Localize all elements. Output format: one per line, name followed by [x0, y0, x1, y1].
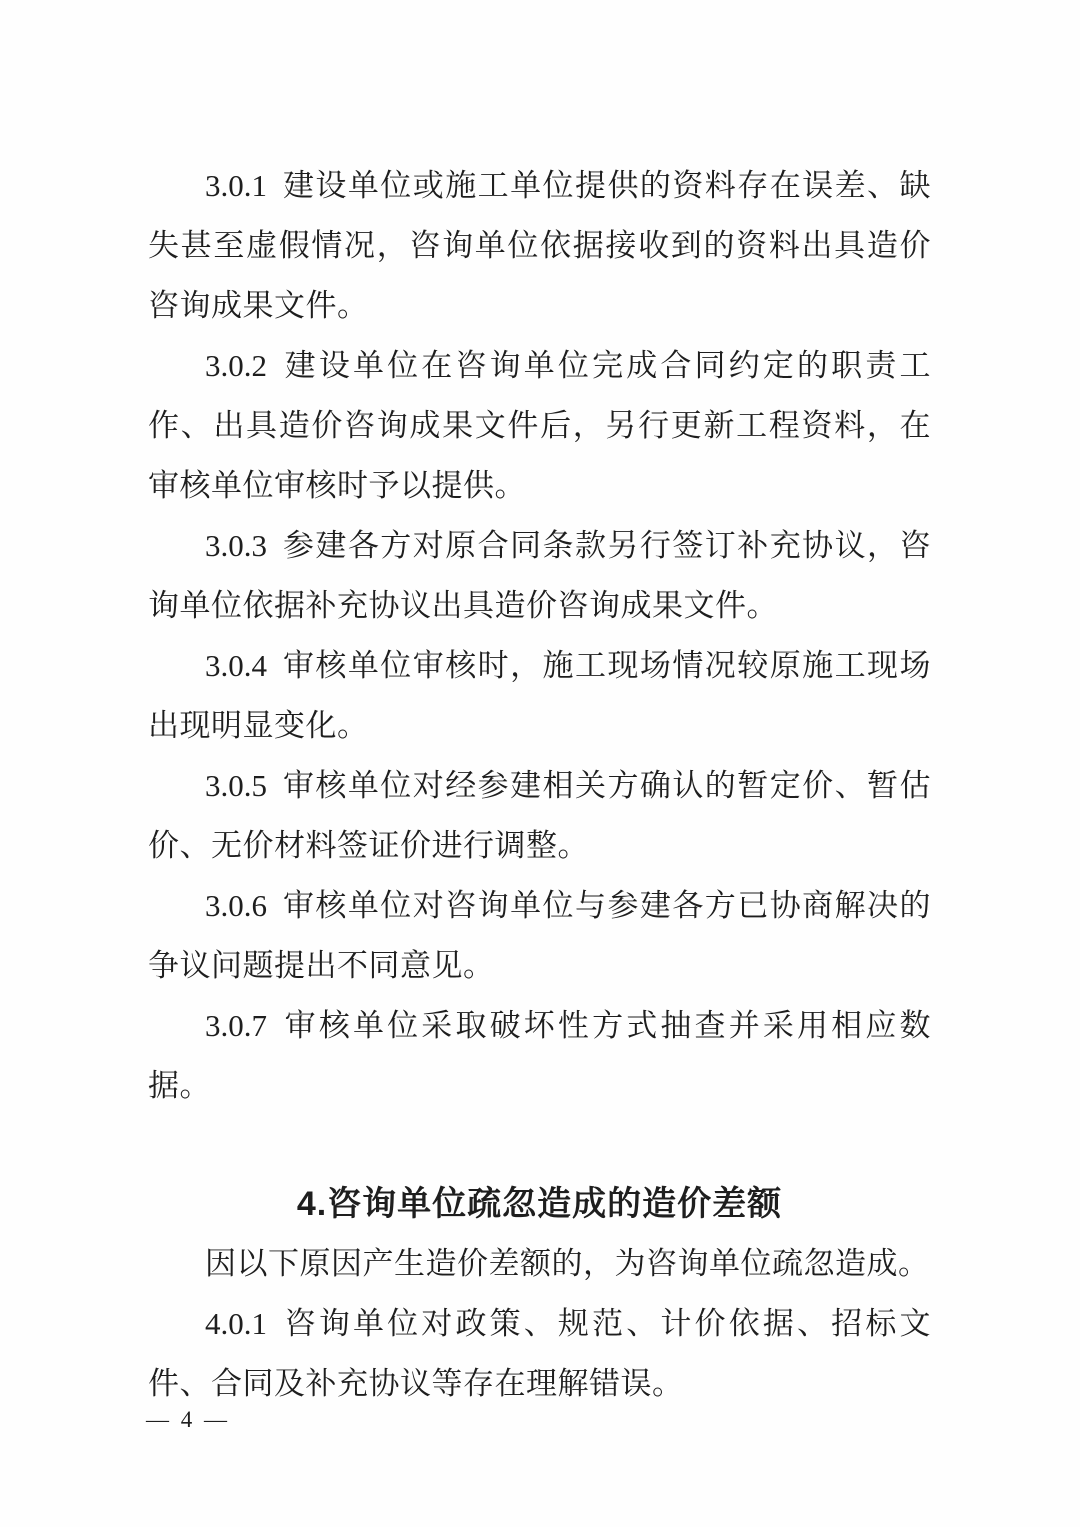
clause-text: 审核单位对咨询单位与参建各方已协商解决的争议问题提出不同意见。: [148, 888, 931, 983]
clause-text: 建设单位在咨询单位完成合同约定的职责工作、出具造价咨询成果文件后，另行更新工程资料，在审核单位审核时予以提供。: [148, 348, 931, 503]
clause-number: 4.0.1: [205, 1306, 267, 1341]
clause-3-0-1: [148, 156, 931, 336]
section-4-intro: 因以下原因产生造价差额的，为咨询单位疏忽造成。: [205, 1246, 930, 1281]
clause-4-0-1: [148, 1294, 931, 1414]
clause-3-0-2: [148, 336, 931, 516]
clause-number: 3.0.2: [205, 348, 267, 383]
clause-number: 3.0.7: [205, 1008, 267, 1043]
clause-text: 参建各方对原合同条款另行签订补充协议，咨询单位依据补充协议出具造价咨询成果文件。: [148, 528, 931, 623]
clause-3-0-3: [148, 516, 931, 636]
clause-text: 审核单位审核时，施工现场情况较原施工现场出现明显变化。: [148, 648, 931, 743]
clause-number: 3.0.1: [205, 168, 267, 203]
clause-text: 审核单位采取破坏性方式抽查并采用相应数据。: [148, 1008, 931, 1103]
page-number: — 4 —: [146, 1407, 230, 1432]
clause-number: 3.0.3: [205, 528, 267, 563]
section-4-heading: 4.咨询单位疏忽造成的造价差额: [296, 1185, 783, 1223]
clause-text: 建设单位或施工单位提供的资料存在误差、缺失甚至虚假情况，咨询单位依据接收到的资料出具造价咨询成果文件。: [148, 168, 931, 323]
clause-number: 3.0.4: [205, 648, 267, 683]
clause-text: 审核单位对经参建相关方确认的暂定价、暂估价、无价材料签证价进行调整。: [148, 768, 931, 863]
clause-3-0-7: [148, 996, 931, 1116]
clause-3-0-6: [148, 876, 931, 996]
clause-text: 咨询单位对政策、规范、计价依据、招标文件、合同及补充协议等存在理解错误。: [148, 1306, 931, 1401]
document-body: [148, 156, 931, 1414]
clause-3-0-4: [148, 636, 931, 756]
clause-number: 3.0.5: [205, 768, 267, 803]
clause-3-0-5: [148, 756, 931, 876]
clause-number: 3.0.6: [205, 888, 267, 923]
